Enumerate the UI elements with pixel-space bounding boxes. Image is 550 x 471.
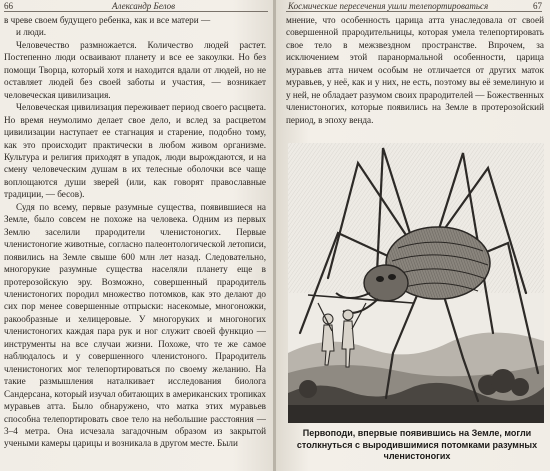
running-title-right: Космические пересечения ушли телепортироваться — [288, 1, 489, 11]
paragraph: Судя по всему, первые разумные существа, появившиеся на Земле, было совсем не похоже на человека. Одним из первых Землю заселили прародители членистоногих. Первые членистоногие животные, согласно палеонтологической летописи, появились на Земле свыше 600 млн лет назад. Следовательно, многорукие разумные существа населяли планету еще в протерозойскую эру. Возможно, совершенный прародитель членистоногих породил множество потомков, как это делают до сих пор менее совершенные отпрыски: насекомые, многоножки, ракообразные и хелицеровые. У многоруких и многоногих членистоногих каждая пара рук и ног служит своей функцио — инструменты на все случаи жизни. Похоже, что те же самое наблюдалось и у совершенного членистоного. Прародитель членистоногих мог телепортироваться по своему желанию. На такие размышления наталкивает исследования биолога Сандерсана, который изучал обитающих в американских тропиках муравьев атта. Было обнаружено, что матка этих муравьев способна телепортировать свое тело на небольшие расстояния — 3–4 метра. Она исчезала загадочным образом из закрытой учеными камеры царицы и возникала в другом месте. Были — [4, 201, 266, 449]
arthropod-illustration — [288, 143, 544, 423]
right-page-body — [286, 14, 544, 126]
page-number-left: 66 — [4, 1, 13, 11]
giant-arthropod-engraving — [288, 143, 544, 423]
running-title-left: Александр Белов — [112, 1, 176, 11]
figure-caption: Первоподи, впервые появившись на Земле, могли столкнуться с выродившимися потомками разумных членистоногих — [296, 428, 538, 461]
paragraph: мнение, что особенность царица атта унаследовала от своей совершенной прародительницы, которая умела телепортировать свое тело в межзвездном пространстве. Впрочем, за исключением этой паранормальной особенности, царица муравьев атта ничем особым не отличается от других маток муравьев, у неё, как и у них, не есть, поэтому вы её земелиную и у ней, не обладает разумом своих прародителей — Божественных членистоногих, которые появились на Земле в протерозойский период, в эпоху венда. — [286, 15, 544, 125]
paragraph: и люди. — [16, 27, 47, 38]
paragraph: Человеческая цивилизация переживает период своего расцвета. Но время неумолимо делает свое дело, и вслед за расцветом цивилизации наступает ее стагнация и старение, подобно тому, как это происходит практически в любом живом организме. Культура и религия приходят в упадок, люди вырождаются, и на смену человеческим душам в их телесные оболочки все чаще воплощаются души зверей (или, как говорят православные традиции, — бесов). — [4, 102, 266, 200]
left-page-body — [4, 14, 266, 450]
page-number-right: 67 — [533, 1, 542, 11]
paragraph: Человечество размножается. Количество людей растет. Постепенно люди осваивают планету и все ее закоулки. Но без помощи Творца, который хотя и находится вдали от людей, но не оставляет людей без своей заботы и участия, — возникает человеческая цивилизация. — [4, 39, 266, 100]
left-page — [0, 0, 274, 471]
header-rule-right — [286, 11, 542, 12]
paragraph: в чреве своем будущего ребенка, как и все матери — — [4, 15, 211, 25]
header-rule-left — [4, 11, 268, 12]
right-page — [276, 0, 550, 471]
